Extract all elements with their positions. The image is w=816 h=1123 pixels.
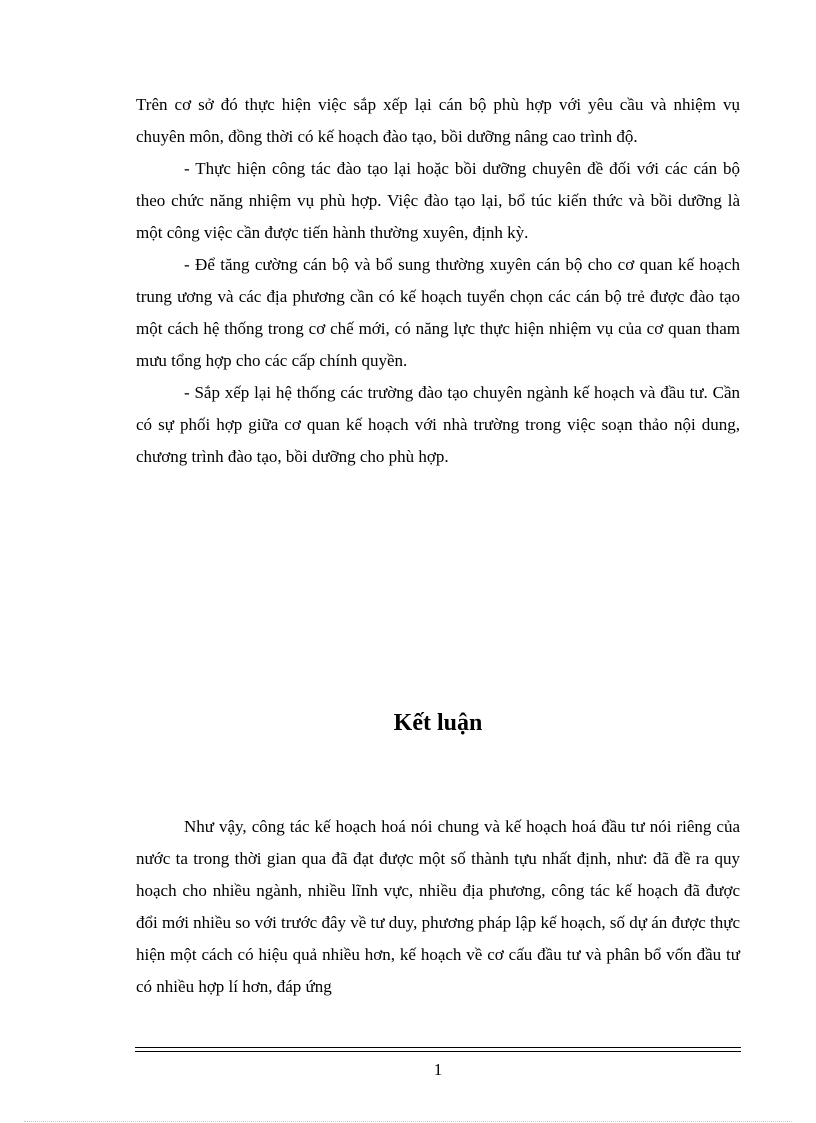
footer-rule-bottom bbox=[135, 1051, 741, 1052]
paragraph-recruitment: - Để tăng cường cán bộ và bổ sung thường xuyên cán bộ cho cơ quan kế hoạch trung ương và các địa phương cần có kế hoạch tuyển chọn các cán bộ trẻ được đào tạo một cách hệ thống trong cơ chế mới, có năng lực thực hiện nhiệm vụ của cơ quan tham mưu tổng hợp cho các cấp chính quyền. bbox=[136, 255, 740, 370]
paragraph-retraining: - Thực hiện công tác đào tạo lại hoặc bồi dưỡng chuyên đề đối với các cán bộ theo chức năng nhiệm vụ phù hợp. Việc đào tạo lại, bổ túc kiến thức và bồi dưỡng là một công việc cần được tiến hành thường xuyên, định kỳ. bbox=[136, 159, 740, 242]
page-edge-divider bbox=[24, 1121, 792, 1122]
paragraph-schools: - Sắp xếp lại hệ thống các trường đào tạo chuyên ngành kế hoạch và đầu tư. Cần có sự phối hợp giữa cơ quan kế hoạch với nhà trường trong việc soạn thảo nội dung, chương trình đào tạo, bồi dưỡng cho phù hợp. bbox=[136, 383, 740, 466]
footer-rule-top bbox=[135, 1047, 741, 1048]
page-number: 1 bbox=[433, 1060, 443, 1079]
body-text-conclusion bbox=[136, 811, 740, 1003]
paragraph-staff-arrangement: Trên cơ sở đó thực hiện việc sắp xếp lại cán bộ phù hợp với yêu cầu và nhiệm vụ chuyên môn, đồng thời có kế hoạch đào tạo, bồi dưỡng nâng cao trình độ. bbox=[136, 95, 740, 146]
paragraph-conclusion: Như vậy, công tác kế hoạch hoá nói chung và kế hoạch hoá đầu tư nói riêng của nước ta trong thời gian qua đã đạt được một số thành tựu nhất định, như: đã đề ra quy hoạch cho nhiều ngành, nhiều lĩnh vực, nhiều địa phương, công tác kế hoạch đã được đổi mới nhiều so với trước đây về tư duy, phương pháp lập kế hoạch, số dự án được thực hiện một cách có hiệu quả nhiều hơn, kế hoạch về cơ cấu đầu tư và phân bổ vốn đầu tư có nhiều hợp lí hơn, đáp ứng bbox=[136, 817, 740, 996]
body-text-top bbox=[136, 89, 740, 473]
conclusion-heading: Kết luận bbox=[393, 710, 483, 736]
